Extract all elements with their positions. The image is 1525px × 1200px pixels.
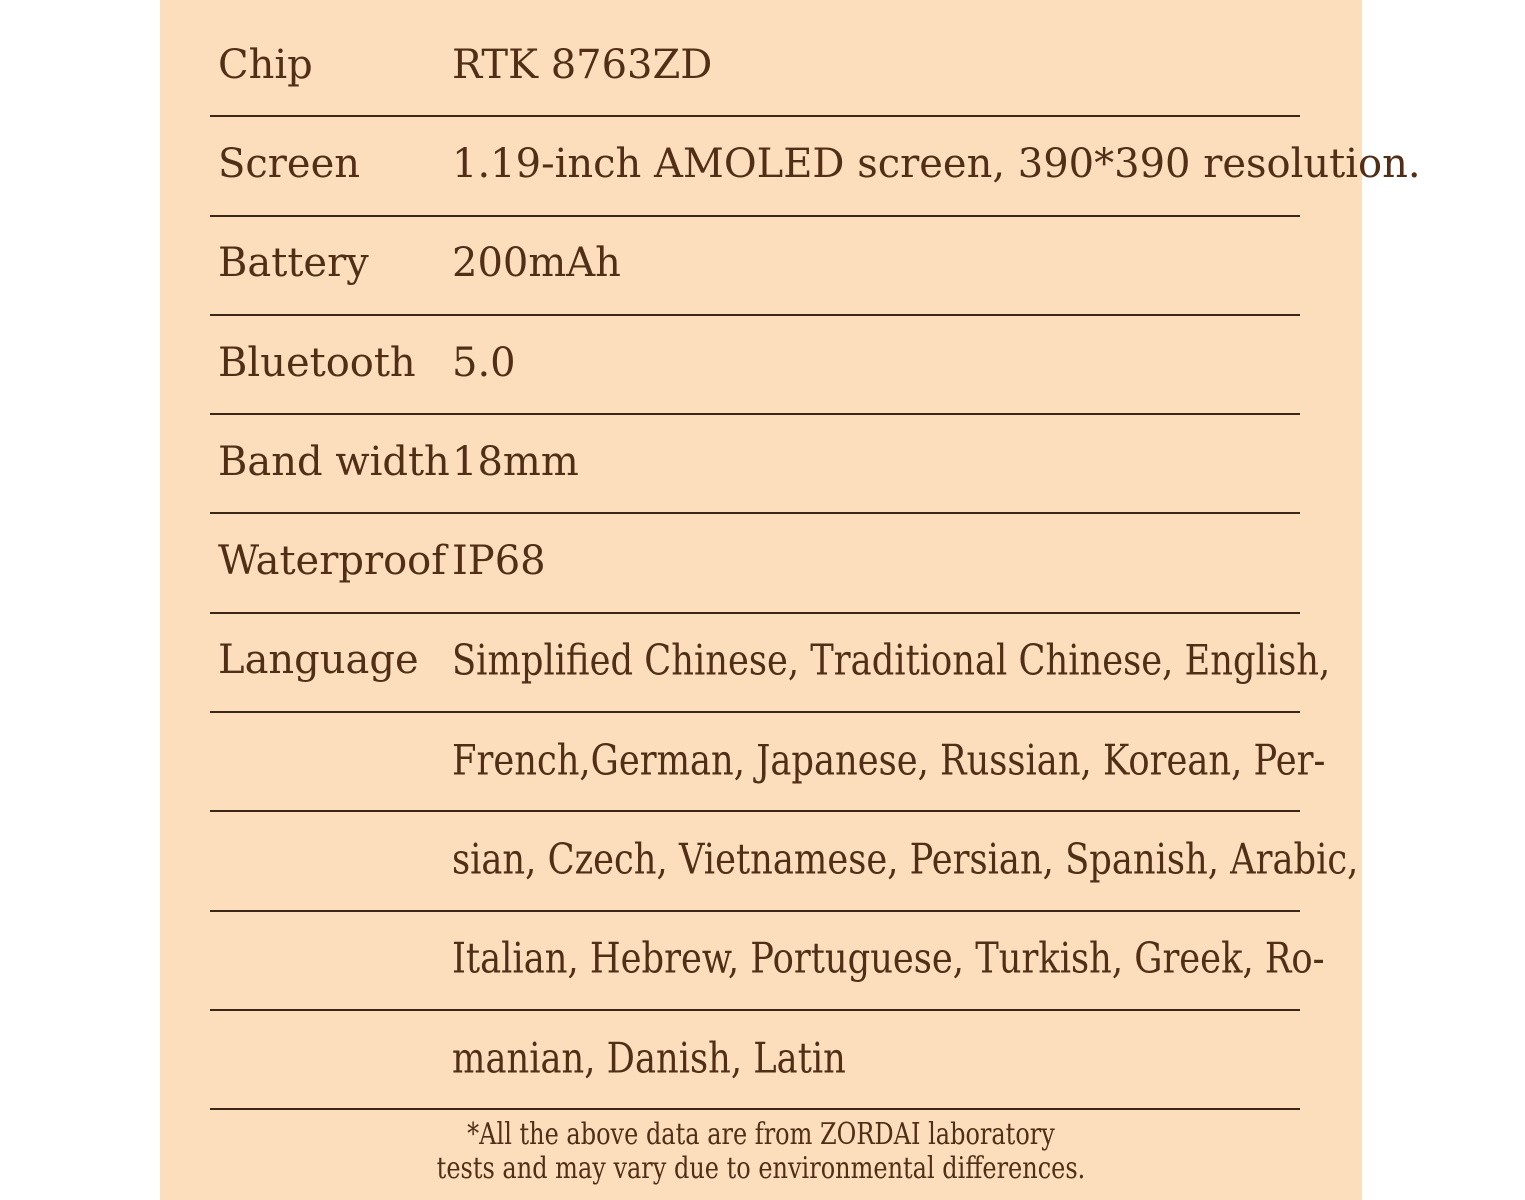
- spec-value: sian, Czech, Vietnamese, Persian, Spanish, Arabic,: [452, 834, 1359, 884]
- spec-label: Band width: [218, 438, 450, 485]
- spec-row-chip: [210, 18, 1300, 117]
- footnote: [160, 1118, 1362, 1186]
- spec-table: [160, 18, 1421, 1110]
- spec-value: 5.0: [452, 339, 516, 386]
- spec-row-battery: [210, 217, 1300, 316]
- spec-label: Chip: [218, 41, 313, 88]
- spec-label: Waterproof: [218, 538, 447, 585]
- spec-value: manian, Danish, Latin: [452, 1033, 846, 1083]
- spec-row-screen: [210, 117, 1421, 216]
- spec-row-bluetooth: [210, 316, 1300, 415]
- spec-sheet: [160, 0, 1421, 1200]
- spec-value: 18mm: [452, 438, 579, 485]
- spec-row-waterproof: [210, 514, 1300, 613]
- spec-label: Language: [218, 637, 419, 684]
- spec-label: Screen: [218, 141, 361, 188]
- spec-value: Italian, Hebrew, Portuguese, Turkish, Greek, Ro-: [452, 933, 1325, 983]
- spec-row-language-cont-2: [210, 812, 1359, 911]
- spec-label: Bluetooth: [218, 339, 416, 386]
- footnote-line-1: *All the above data are from ZORDAI laboratory: [467, 1117, 1055, 1152]
- spec-value: IP68: [452, 538, 546, 585]
- spec-row-band-width: [210, 415, 1300, 514]
- spec-row-language: [210, 614, 1331, 713]
- spec-value: RTK 8763ZD: [452, 41, 713, 88]
- spec-label: Battery: [218, 240, 369, 287]
- spec-value: French,German, Japanese, Russian, Korean, Per-: [452, 735, 1326, 785]
- spec-value: 200mAh: [452, 240, 621, 287]
- spec-row-language-cont-1: [210, 713, 1326, 812]
- footnote-line-2: tests and may vary due to environmental differences.: [436, 1151, 1086, 1186]
- spec-value: 1.19-inch AMOLED screen, 390*390 resolution.: [452, 141, 1421, 188]
- spec-row-language-cont-3: [210, 912, 1325, 1011]
- spec-value: Simplified Chinese, Traditional Chinese, English,: [452, 635, 1331, 685]
- spec-row-language-cont-4: [210, 1011, 1300, 1110]
